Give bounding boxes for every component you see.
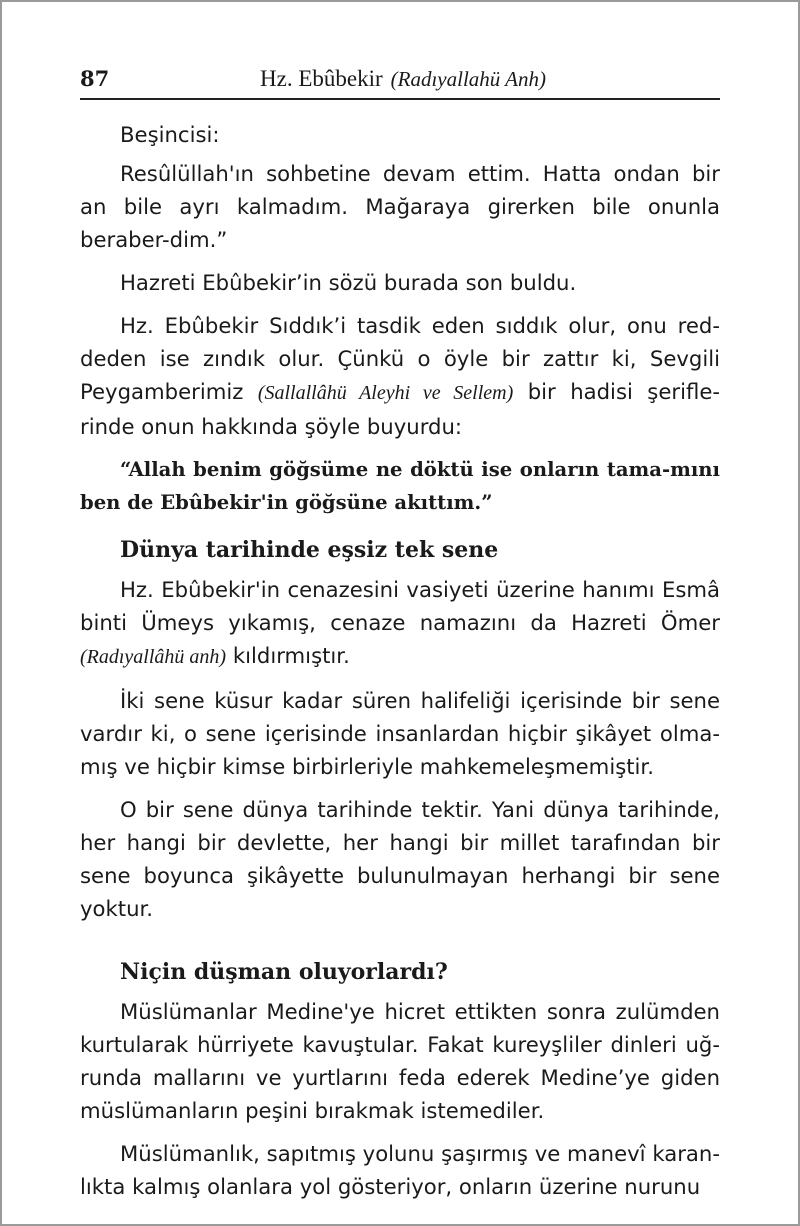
paragraph-1: Beşincisi: bbox=[120, 122, 220, 147]
header-subtitle: (Radıyallahü Anh) bbox=[390, 67, 546, 91]
page-number: 87 bbox=[80, 66, 110, 91]
paragraph-4 bbox=[80, 309, 720, 443]
paragraph-5 bbox=[80, 573, 720, 674]
hadith-quote: “Allah benim göğsüme ne döktü ise onların tama-mını ben de Ebûbekir'in göğsüne akıttım.” bbox=[80, 458, 720, 514]
running-title bbox=[260, 66, 546, 92]
running-header bbox=[80, 62, 720, 100]
section-heading-2: Niçin düşman oluyorlardı? bbox=[120, 959, 448, 985]
paragraph-4-text-b: bir hadisi şerifle-rinde onun hakkında şöyle buyurdu: bbox=[80, 379, 720, 439]
paragraph-5-text-a: Hz. Ebûbekir'in cenazesini vasiyeti üzerine hanımı Esmâ binti Ümeys yıkamış, cenaze namazını da Hazreti Ömer bbox=[80, 577, 720, 635]
paragraph-8: Müslümanlar Medine'ye hicret ettikten sonra zulümden kurtularak hürriyete kavuştular. Fakat kureyşliler dinleri uğ-runda mallarını ve yurtlarını feda ederek Medine’ye giden müslümanların peşini bırakmak istemediler. bbox=[80, 999, 720, 1123]
page-content bbox=[80, 118, 720, 1213]
section-heading-1: Dünya tarihinde eşsiz tek sene bbox=[120, 537, 499, 563]
paragraph-5-text-b: kıldırmıştır. bbox=[226, 643, 350, 668]
header-title: Hz. Ebûbekir bbox=[260, 66, 383, 91]
paragraph-6: İki sene küsur kadar süren halifeliği içerisinde bir sene vardır ki, o sene içerisinde insanlardan hiçbir şikâyet olma-mış ve hiçbir kimse birbirleriyle mahkemeleşmemiştir. bbox=[80, 688, 720, 779]
salawat-italic: (Sallallâhü Aleyhi ve Sellem) bbox=[257, 382, 514, 404]
paragraph-7: O bir sene dünya tarihinde tektir. Yani dünya tarihinde, her hangi bir devlette, her hangi bir millet tarafından bir sene boyunca şikâyette bulunulmayan herhangi bir sene yoktur. bbox=[80, 797, 720, 921]
paragraph-4-text-a: Hz. Ebûbekir Sıddık’i tasdik eden sıddık olur, onu red-deden ise zındık olur. Çünkü o öyle bir zattır ki, Sevgili Peygamberimiz bbox=[80, 313, 720, 404]
radiyallahu-italic: (Radıyallâhü anh) bbox=[80, 646, 227, 668]
paragraph-9: Müslümanlık, sapıtmış yolunu şaşırmış ve manevî karan-lıkta kalmış olanlara yol gösteriyor, onların üzerine nurunu bbox=[80, 1141, 720, 1199]
paragraph-3: Hazreti Ebûbekir’in sözü burada son buldu. bbox=[120, 270, 577, 295]
paragraph-2: Resûlüllah'ın sohbetine devam ettim. Hatta ondan bir an bile ayrı kalmadım. Mağaraya girerken bile onunla beraber-dim.” bbox=[80, 161, 720, 252]
